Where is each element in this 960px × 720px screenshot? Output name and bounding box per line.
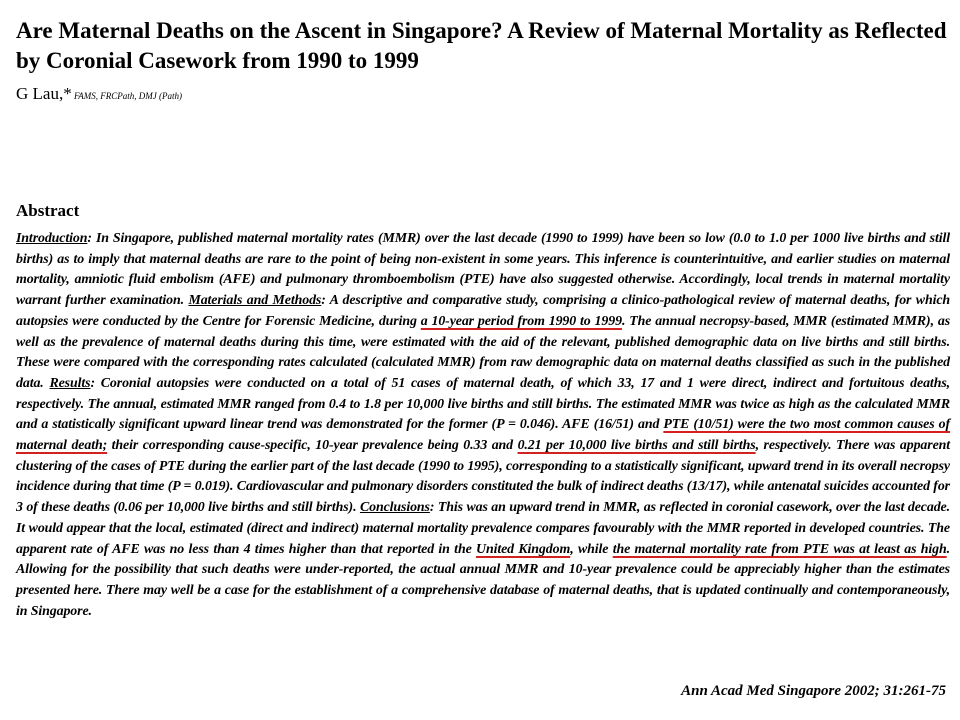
abstract-text: : Coronial autopsies were conducted on a total of 51 cases of maternal death, of which 33, 17 and 1 were direct, indirect and fortuitous deaths, respectively. The annual, estimated MMR ranged from 0.4 to 1.8 per 10,000 live births and still births. The estimated MMR was twice as high as the calculated MMR and a statistically significant upward linear trend was demonstrated for the former (P = 0.046). AFE (16/51) and: [16, 375, 950, 433]
abstract-text: their corresponding cause-specific, 10-year prevalence being 0.33 and: [107, 438, 518, 454]
highlight-study-period: a 10-year period from 1990 to 1999: [420, 313, 622, 329]
conclusions-label: Conclusions: [359, 500, 430, 516]
author-line: [16, 84, 182, 106]
highlight-common-causes: PTE (10/51) were the two most common causes of maternal death;: [16, 417, 950, 454]
highlight-pte-prevalence: 0.21 per 10,000 live births and still births: [517, 438, 756, 454]
abstract-text: : A descriptive and comparative study, comprising a clinico-pathological review of maternal deaths, for which autopsies were conducted by the Centre for Forensic Medicine, during: [16, 293, 951, 329]
abstract-text: : This was an upward trend in MMR, as reflected in coronial casework, over the last decade. It would appear that the local, estimated (direct and indirect) maternal mortality prevalence compares favourably with the MMR reported in developed countries. The apparent rate of AFE was no less than 4 times higher than that reported in the: [16, 500, 950, 557]
highlight-united-kingdom: United Kingdom: [476, 541, 571, 557]
abstract-body: [16, 229, 950, 622]
journal-citation: Ann Acad Med Singapore 2002; 31:261-75: [681, 683, 946, 699]
abstract-text: , respectively. There was apparent clustering of the cases of PTE during the earlier part of the last decade (1990 to 1995), corresponding to a statistically significant, upward trend in its overall necropsy incidence during that time (P = 0.019). Cardiovascular and pulmonary disorders constituted the bulk of indirect deaths (13/17), while antenatal suicides accounted for 3 of these deaths (0.06 per 10,000 live births and still births).: [16, 438, 951, 516]
abstract-heading: Abstract: [16, 201, 80, 220]
paper-title: Are Maternal Deaths on the Ascent in Singapore? A Review of Maternal Mortality as Reflected by Coronial Casework from 1990 to 1999: [16, 18, 947, 73]
highlight-pte-rate: the maternal mortality rate from PTE was at least as high: [612, 541, 947, 557]
author-credentials: FAMS, FRCPath, DMJ (Path): [71, 91, 183, 101]
abstract-text: : In Singapore, published maternal mortality rates (MMR) over the last decade (1990 to 1999) have been so low (0.0 to 1.0 per 1000 live births and still births) as to imply that maternal deaths are rare to the point of being non-existent in some years. This inference is counterintuitive, and earlier studies on maternal mortality, amniotic fluid embolism (AFE) and pulmonary thromboembolism (PTE) have also suggested otherwise. Accordingly, local trends in maternal mortality warrant further examination.: [16, 231, 950, 309]
introduction-label: Introduction: [16, 231, 88, 246]
methods-label: Materials and Methods: [188, 293, 322, 309]
author-name: G Lau,*: [16, 84, 72, 103]
abstract-text: , while: [570, 541, 613, 557]
abstract-text: . Allowing for the possibility that such deaths were under-reported, the actual annual MMR and 10-year prevalence could be appreciably higher than the estimates presented here. There may well be a case for the establishment of a comprehensive database of maternal deaths, that is updated continually and contemporaneously, in Singapore.: [16, 541, 951, 619]
results-label: Results: [49, 375, 91, 391]
abstract-text: . The annual necropsy-based, MMR (estimated MMR), as well as the prevalence of maternal deaths during this time, were estimated with the aid of the relevant, published demographic data on live births and still births. These were compared with the corresponding rates calculated (calculated MMR) from raw demographic data on maternal deaths classified as such in the published data.: [16, 313, 950, 391]
